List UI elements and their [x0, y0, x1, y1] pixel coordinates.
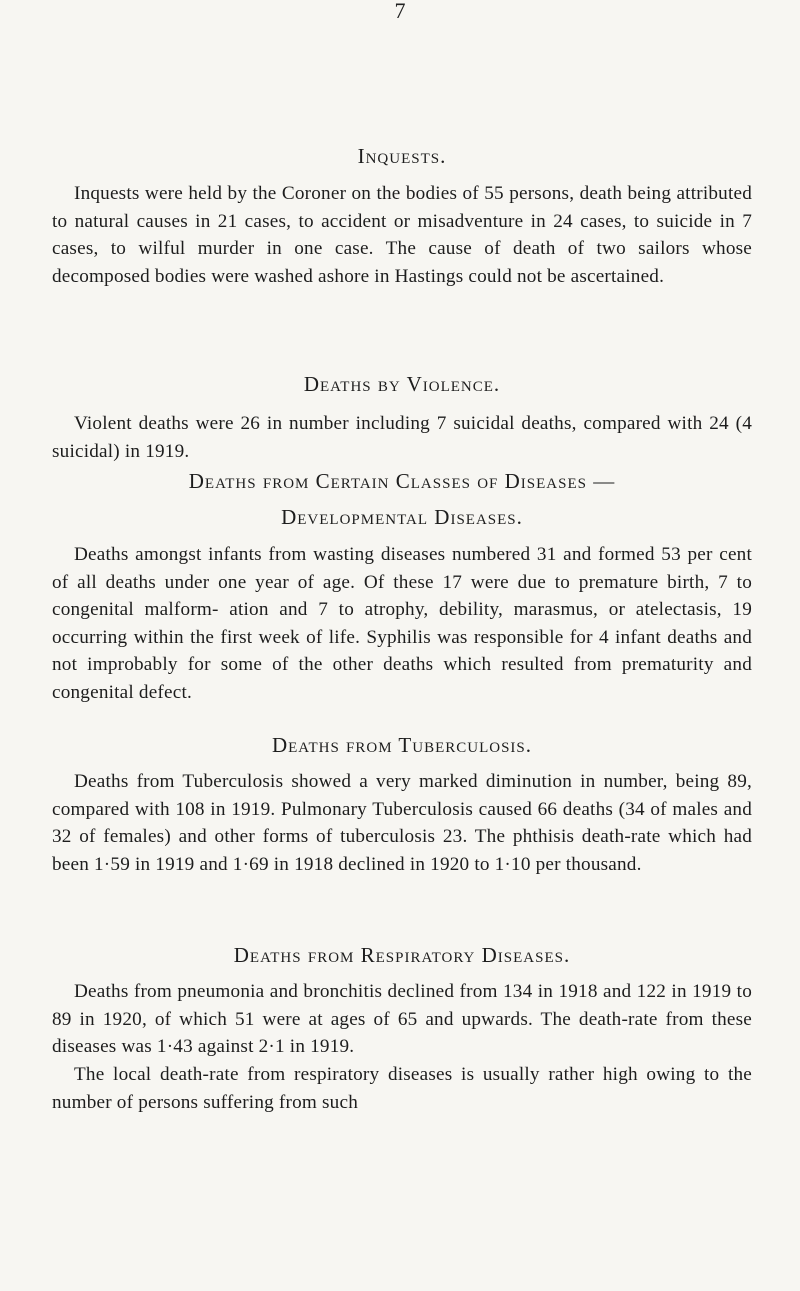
paragraph-deaths-by-violence: Violent deaths were 26 in number including 7 suicidal deaths, compared with 24 (4 suicidal) in 1919. — [52, 413, 752, 462]
heading-tuberculosis: Deaths from Tuberculosis. — [271, 733, 533, 757]
paragraph-developmental-diseases: Deaths amongst infants from wasting diseases numbered 31 and formed 53 per cent of all deaths under one year of age. Of these 17 were due to premature birth, 7 to congenital malform- ation and 7 to atrophy, debility, marasmus, or atelectasis, 19 occurring within the first week of life. Syphilis was responsible for 4 infant deaths and not improbably for some of the other deaths which resulted from prematurity and congenital defect. — [52, 544, 752, 703]
paragraph-respiratory-2: The local death-rate from respiratory diseases is usually rather high owing to the number of persons suffering from such — [52, 1064, 752, 1113]
heading-deaths-by-violence: Deaths by Violence. — [303, 372, 501, 396]
paragraph-respiratory-1: Deaths from pneumonia and bronchitis declined from 134 in 1918 and 122 in 1919 to 89 in 1920, of which 51 were at ages of 65 and upwards. The death-rate from these diseases was 1·43 against 2·1 in 1919. — [52, 981, 752, 1057]
paragraph-inquests: Inquests were held by the Coroner on the bodies of 55 persons, death being attributed to natural causes in 21 cases, to accident or misadventure in 24 cases, to suicide in 7 cases, to wilful murder in one case. The cause of death of two sailors whose decomposed bodies were washed ashore in Hastings could not be ascertained. — [52, 183, 752, 287]
page-number: 7 — [394, 0, 406, 23]
heading-inquests: Inquests. — [357, 144, 447, 168]
heading-certain-classes: Deaths from Certain Classes of Diseases — — [188, 469, 616, 493]
heading-developmental-diseases: Developmental Diseases. — [281, 505, 523, 529]
paragraph-tuberculosis: Deaths from Tuberculosis showed a very marked diminution in number, being 89, compared with 108 in 1919. Pulmonary Tuberculosis caused 66 deaths (34 of males and 32 of females) and other forms of tuberculosis 23. The phthisis death-rate which had been 1·59 in 1919 and 1·69 in 1918 declined in 1920 to 1·10 per thousand. — [52, 771, 752, 875]
heading-respiratory-diseases: Deaths from Respiratory Diseases. — [233, 943, 571, 967]
